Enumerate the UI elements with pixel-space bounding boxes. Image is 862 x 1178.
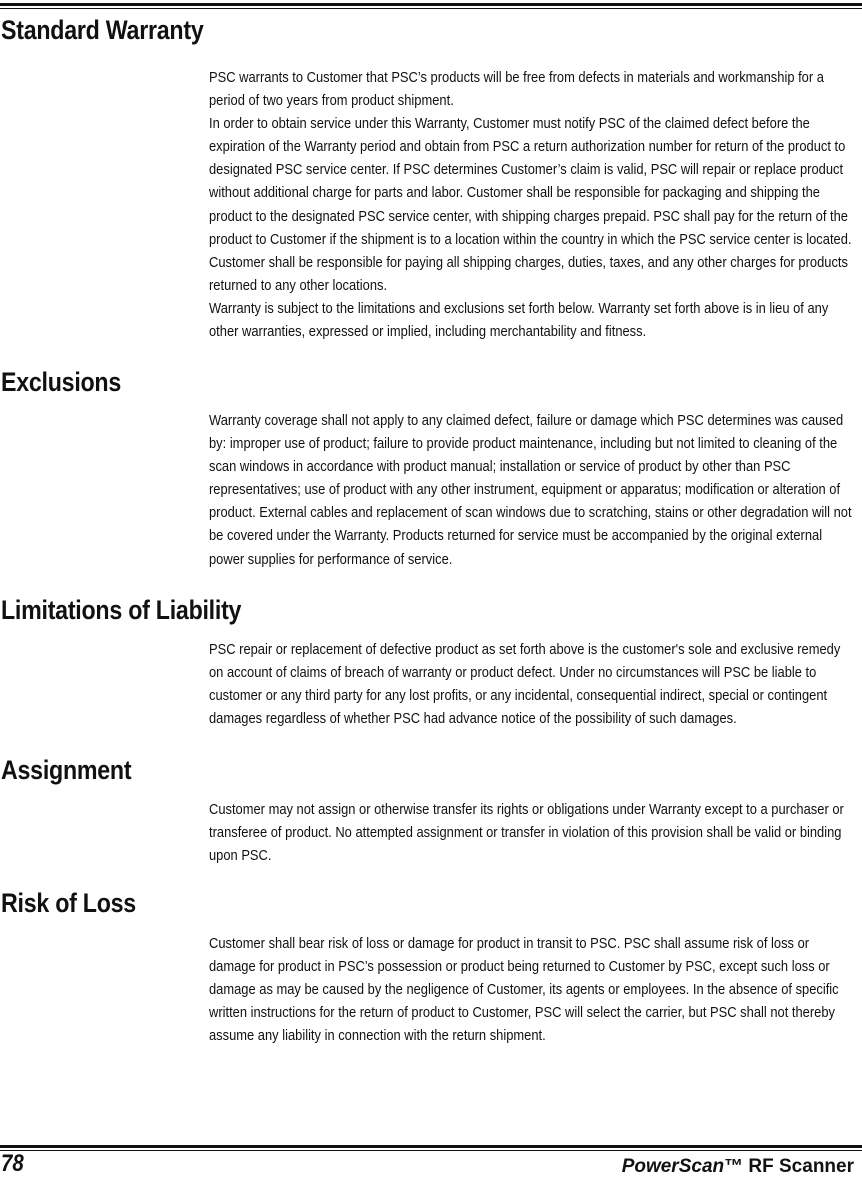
top-rule-thick <box>0 3 862 6</box>
section-heading-limitations-of-liability: Limitations of Liability <box>1 595 242 625</box>
section-heading-assignment: Assignment <box>1 755 132 785</box>
section-body-risk-of-loss <box>209 933 858 1048</box>
bottom-rule-thick <box>0 1145 862 1148</box>
section-body-limitations-of-liability <box>209 639 858 731</box>
paragraph: PSC repair or replacement of defective product as set forth above is the customer's sole and exclusive remedy on account of claims of breach of warranty or product defect. Under no circumstances will PSC be liable to customer or any third party for any lost profits, or any incidental, consequential indirect, special or contingent damages regardless of whether PSC had advance notice of the possibility of such damages. <box>209 642 841 728</box>
section-body-exclusions <box>209 410 858 572</box>
bottom-rule-thin <box>0 1150 862 1151</box>
section-body-standard-warranty <box>209 67 858 344</box>
paragraph: Customer shall bear risk of loss or damage for product in transit to PSC. PSC shall assume risk of loss or damage for product in PSC’s possession or product being returned to Customer by PSC, except such loss or damage as may be caused by the negligence of Customer, its agents or employees. In the absence of specific written instructions for the return of product to Customer, PSC will select the carrier, but PSC shall not thereby assume any liability in connection with the return shipment. <box>209 936 839 1045</box>
product-name: PowerScan <box>621 1156 725 1177</box>
product-suffix: ™ RF Scanner <box>724 1156 854 1177</box>
paragraph: Customer may not assign or otherwise transfer its rights or obligations under Warranty except to a purchaser or transferee of product. No attempted assignment or transfer in violation of this provision shall be valid or binding upon PSC. <box>209 802 844 865</box>
section-body-assignment <box>209 799 858 868</box>
paragraph: PSC warrants to Customer that PSC’s products will be free from defects in materials and workmanship for a period of two years from product shipment. <box>209 70 824 110</box>
section-heading-exclusions: Exclusions <box>1 367 122 397</box>
section-heading-risk-of-loss: Risk of Loss <box>1 888 136 918</box>
page-number: 78 <box>1 1150 24 1177</box>
paragraph: In order to obtain service under this Warranty, Customer must notify PSC of the claimed defect before the expiration of the Warranty period and obtain from PSC a return authorization number for return of the product to designated PSC service center. If PSC determines Customer’s claim is valid, PSC will repair or replace product without additional charge for parts and labor. Customer shall be responsible for packaging and shipping the product to the designated PSC service center, with shipping charges prepaid. PSC shall pay for the return of the product to Customer if the shipment is to a location within the country in which the PSC service center is located. Customer shall be responsible for paying all shipping charges, duties, taxes, and any other charges for products returned to any other locations. <box>209 116 852 294</box>
paragraph: Warranty coverage shall not apply to any claimed defect, failure or damage which PSC determines was caused by: improper use of product; failure to provide product maintenance, including but not limited to cleaning of the scan windows in accordance with product manual; installation or service of product by other than PSC representatives; use of product with any other instrument, equipment or apparatus; modification or alteration of product. External cables and replacement of scan windows due to scratching, stains or other degradation will not be covered under the Warranty. Products returned for service must be accompanied by the original external power supplies for performance of service. <box>209 413 852 568</box>
paragraph: Warranty is subject to the limitations and exclusions set forth below. Warranty set forth above is in lieu of any other warranties, expressed or implied, including merchantability and fitness. <box>209 300 829 341</box>
section-heading-standard-warranty: Standard Warranty <box>1 15 204 45</box>
top-rule-thin <box>0 8 862 9</box>
